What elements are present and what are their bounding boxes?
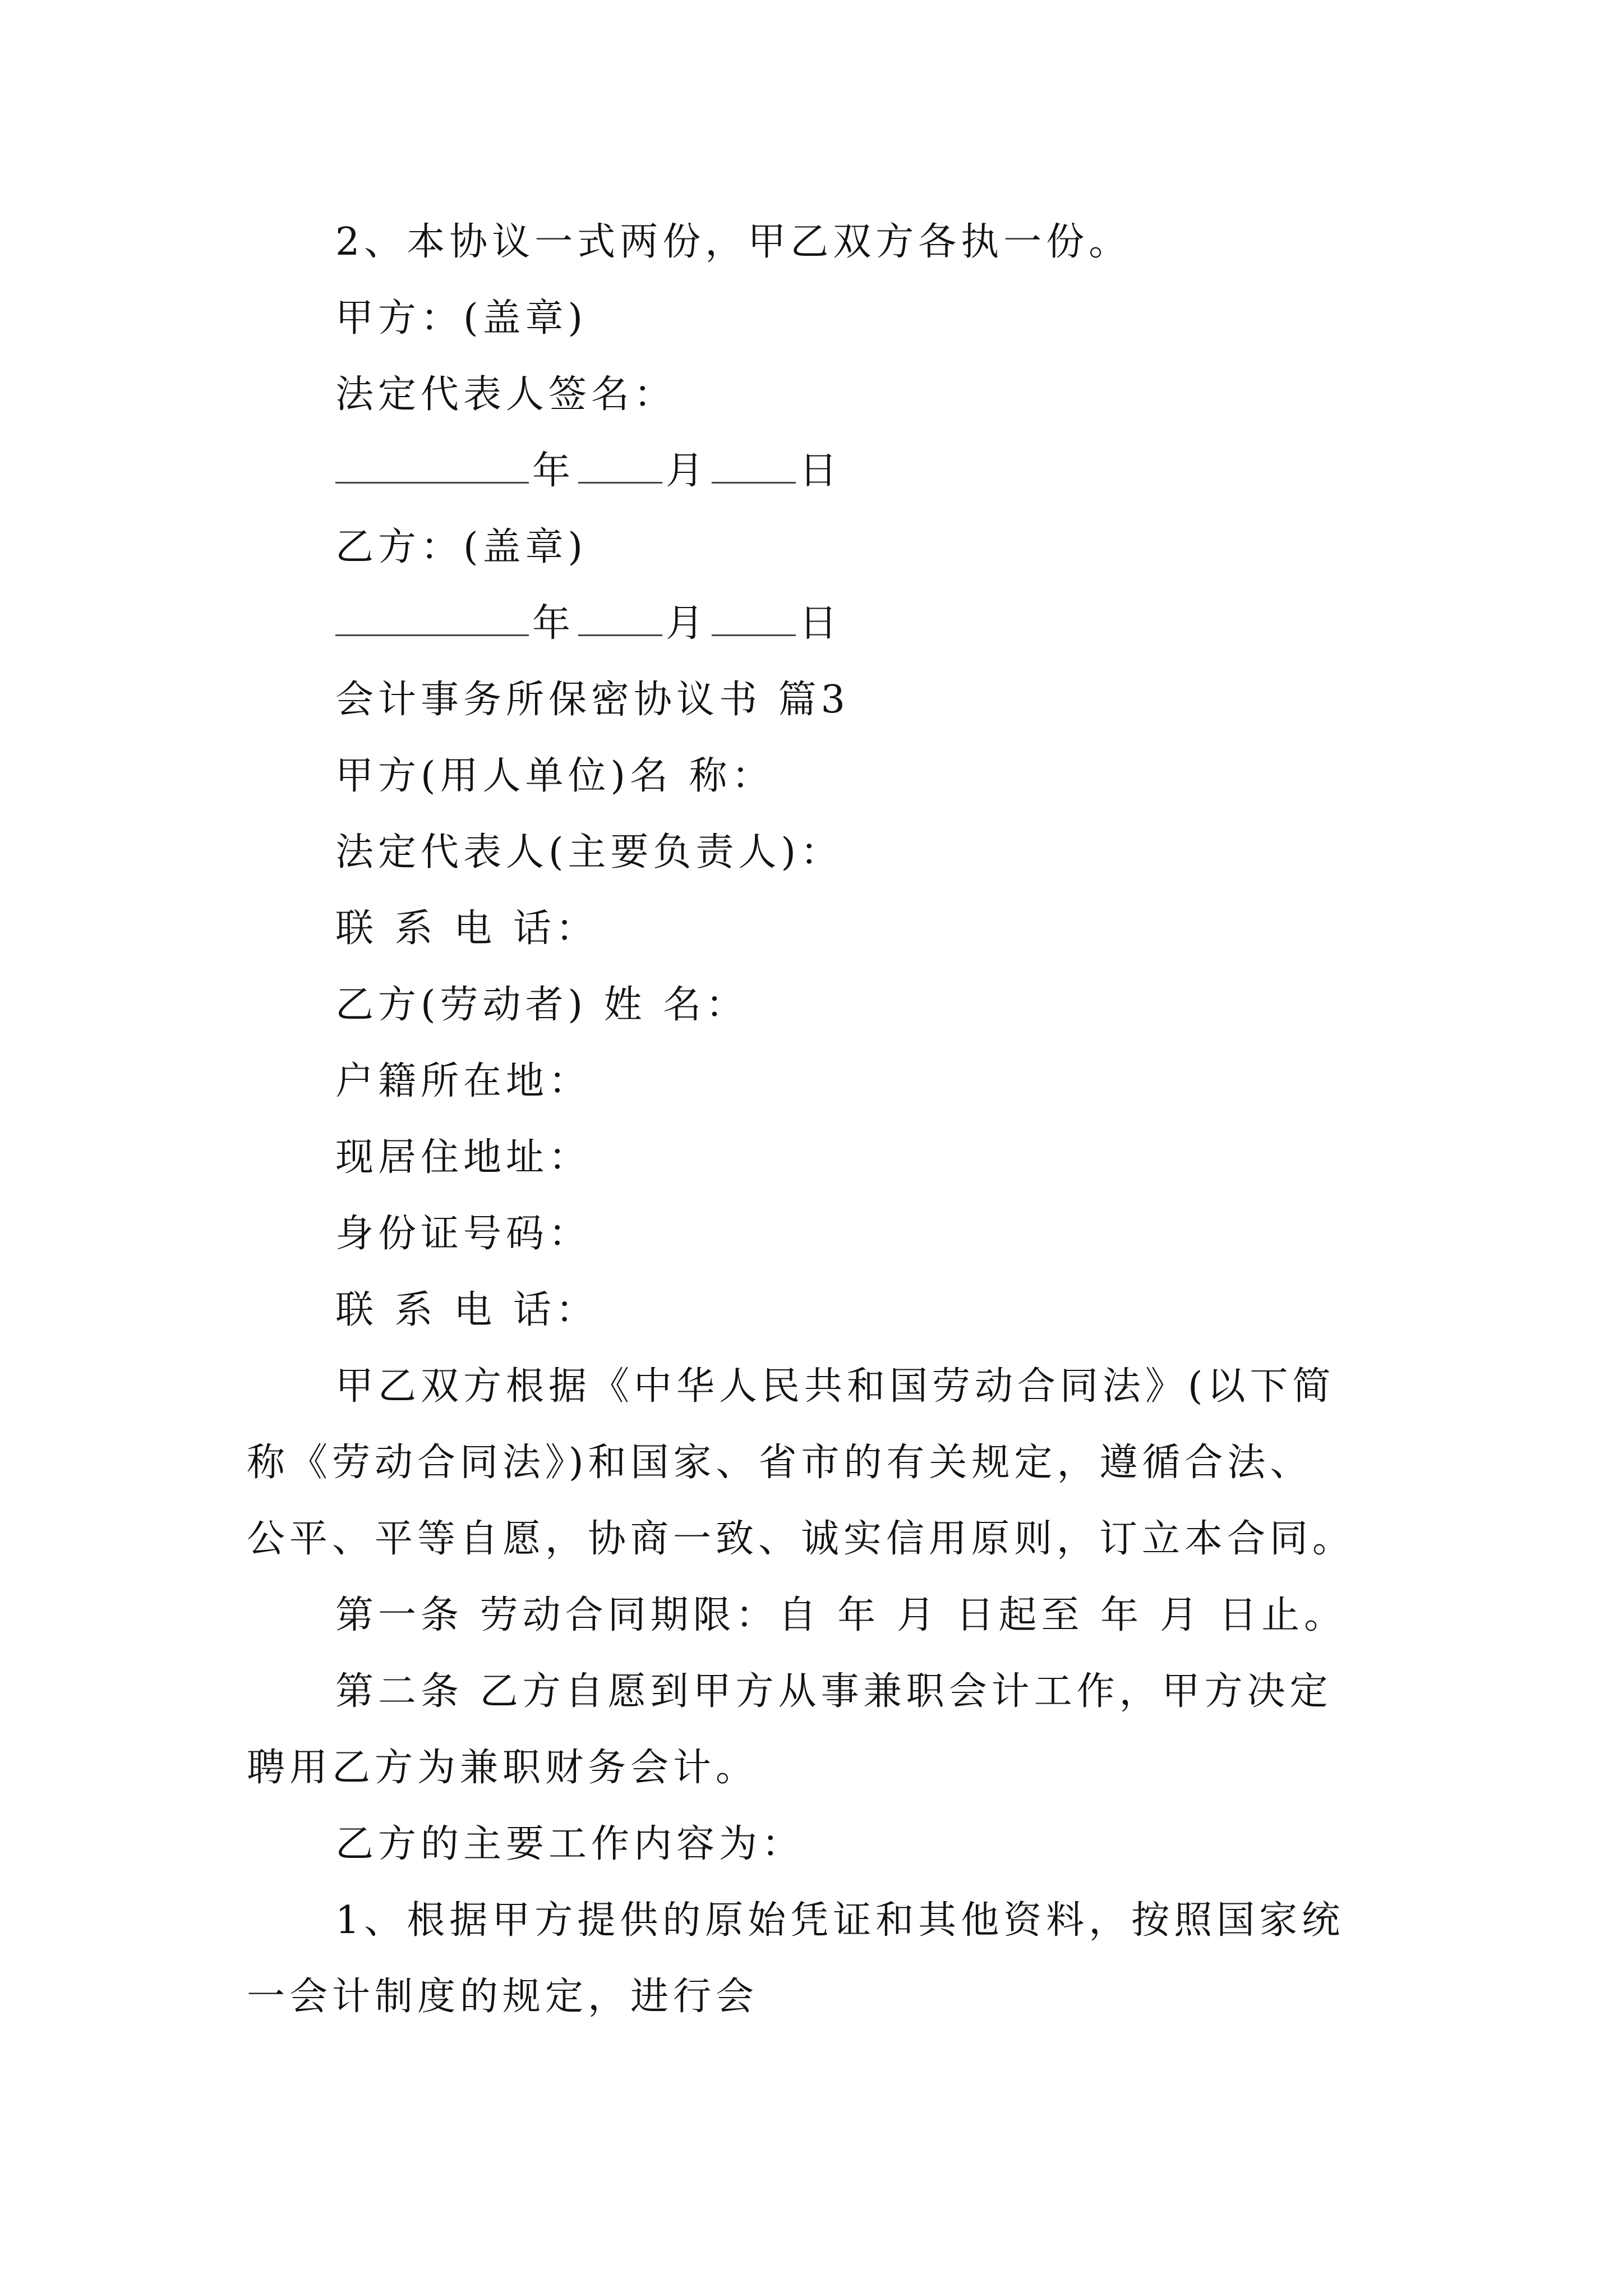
section-title: 会计事务所保密协议书 篇3	[335, 678, 850, 722]
article-2-line-2: 聘用乙方为兼职财务会计。	[247, 1746, 759, 1790]
party-a-name-field: 甲方(用人单位)名 称：	[335, 754, 774, 798]
duty-1-line-1: 1、根据甲方提供的原始凭证和其他资料，按照国家统	[335, 1898, 1345, 1943]
duties-intro: 乙方的主要工作内容为：	[335, 1822, 805, 1866]
party-a-legal-rep-field: 法定代表人(主要负责人)：	[335, 830, 843, 875]
date-line-party-b	[335, 601, 845, 646]
date-line-party-a	[335, 449, 845, 494]
month-blank	[578, 449, 662, 484]
month-blank	[578, 602, 662, 636]
day-label: 日	[799, 601, 842, 646]
legal-rep-signature-line: 法定代表人签名：	[335, 372, 677, 417]
party-b-seal-line: 乙方：(盖章)	[335, 525, 588, 569]
party-b-name-field: 乙方(劳动者) 姓 名：	[335, 983, 749, 1027]
month-label: 月	[666, 449, 709, 493]
year-label: 年	[532, 601, 575, 646]
day-blank	[712, 449, 796, 484]
year-label: 年	[532, 449, 575, 493]
day-blank	[712, 602, 796, 636]
party-a-phone-field: 联 系 电 话：	[335, 907, 598, 951]
article-2-line-1: 第二条 乙方自愿到甲方从事兼职会计工作，甲方决定	[335, 1669, 1332, 1714]
preamble-line-1: 甲乙双方根据《中华人民共和国劳动合同法》(以下简	[335, 1364, 1335, 1409]
year-blank	[335, 602, 529, 636]
preamble-line-3: 公平、平等自愿，协商一致、诚实信用原则，订立本合同。	[247, 1517, 1355, 1561]
party-a-seal-line: 甲方：(盖章)	[335, 296, 588, 341]
party-b-household-field: 户籍所在地：	[335, 1059, 592, 1103]
party-b-id-field: 身份证号码：	[335, 1212, 592, 1256]
duty-1-line-2: 一会计制度的规定，进行会	[247, 1975, 759, 2019]
article-1: 第一条 劳动合同期限：自 年 月 日起至 年 月 日止。	[335, 1593, 1347, 1637]
party-b-phone-field: 联 系 电 话：	[335, 1288, 598, 1332]
day-label: 日	[799, 449, 842, 493]
year-blank	[335, 449, 529, 484]
clause-copies: 2、本协议一式两份，甲乙双方各执一份。	[335, 220, 1132, 264]
preamble-line-2: 称《劳动合同法》)和国家、省市的有关规定，遵循合法、	[247, 1441, 1313, 1485]
party-b-address-field: 现居住地址：	[335, 1135, 592, 1180]
month-label: 月	[666, 601, 709, 646]
